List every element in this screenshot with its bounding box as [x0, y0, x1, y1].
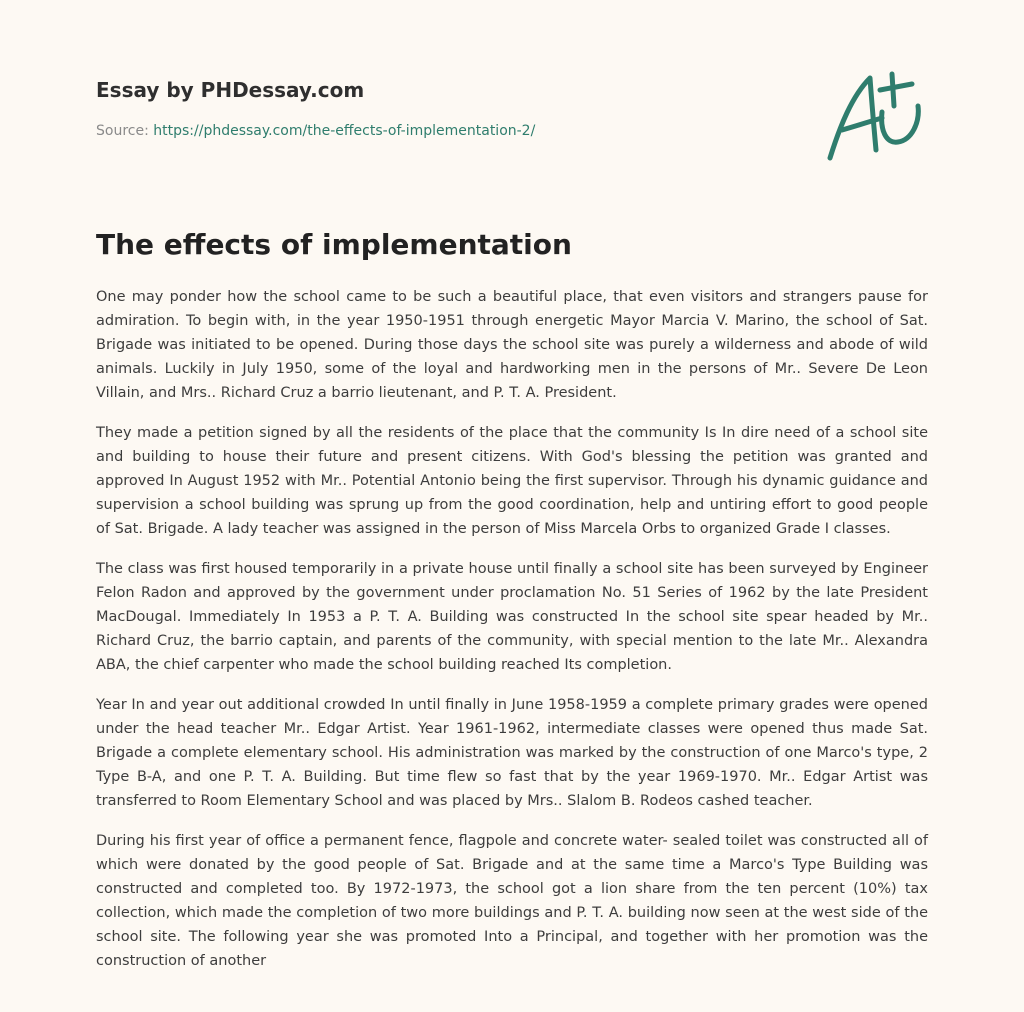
- page-header: [96, 77, 928, 139]
- essay-title: The effects of implementation: [96, 228, 572, 261]
- source-link[interactable]: https://phdessay.com/the-effects-of-implementation-2/: [153, 123, 536, 139]
- a-plus-logo-icon: [820, 66, 928, 166]
- essay-paragraph: During his first year of office a permanent fence, flagpole and concrete water- sealed toilet was constructed all of which were donated by the good people of Sat. Brigade and at the same time a Marco's Type Building was constructed and completed too. By 1972-1973, the school got a lion share from the ten percent (10%) tax collection, which made the completion of two more buildings and P. T. A. building now seen at the west side of the school site. The following year she was promoted Into a Principal, and together with her promotion was the construction of another: [96, 833, 928, 969]
- essay-paragraph: One may ponder how the school came to be such a beautiful place, that even visitors and strangers pause for admiration. To begin with, in the year 1950-1951 through energetic Mayor Marcia V. Marino, the school of Sat. Brigade was initiated to be opened. During those days the school site was purely a wilderness and abode of wild animals. Luckily in July 1950, some of the loyal and hardworking men in the persons of Mr.. Severe De Leon Villain, and Mrs.. Richard Cruz a barrio lieutenant, and P. T. A. President.: [96, 289, 928, 401]
- brand-title: Essay by PHDessay.com: [96, 78, 365, 102]
- essay-paragraph: The class was first housed temporarily in a private house until finally a school site has been surveyed by Engineer Felon Radon and approved by the government under proclamation No. 51 Series of 1962 by the late President MacDougal. Immediately In 1953 a P. T. A. Building was constructed In the school site spear headed by Mr.. Richard Cruz, the barrio captain, and parents of the community, with special mention to the late Mr.. Alexandra ABA, the chief carpenter who made the school building reached Its completion.: [96, 561, 928, 673]
- essay-body: [96, 285, 928, 989]
- source-label: Source:: [96, 123, 154, 139]
- source-line: [96, 123, 535, 139]
- essay-paragraph: They made a petition signed by all the residents of the place that the community Is In dire need of a school site and building to house their future and present citizens. With God's blessing the petition was granted and approved In August 1952 with Mr.. Potential Antonio being the first supervisor. Through his dynamic guidance and supervision a school building was sprung up from the good coordination, help and untiring effort to good people of Sat. Brigade. A lady teacher was assigned in the person of Miss Marcela Orbs to organized Grade I classes.: [96, 425, 928, 537]
- essay-paragraph: Year In and year out additional crowded In until finally in June 1958-1959 a complete primary grades were opened under the head teacher Mr.. Edgar Artist. Year 1961-1962, intermediate classes were opened thus made Sat. Brigade a complete elementary school. His administration was marked by the construction of one Marco's type, 2 Type B-A, and one P. T. A. Building. But time flew so fast that by the year 1969-1970. Mr.. Edgar Artist was transferred to Room Elementary School and was placed by Mrs.. Slalom B. Rodeos cashed teacher.: [96, 697, 928, 809]
